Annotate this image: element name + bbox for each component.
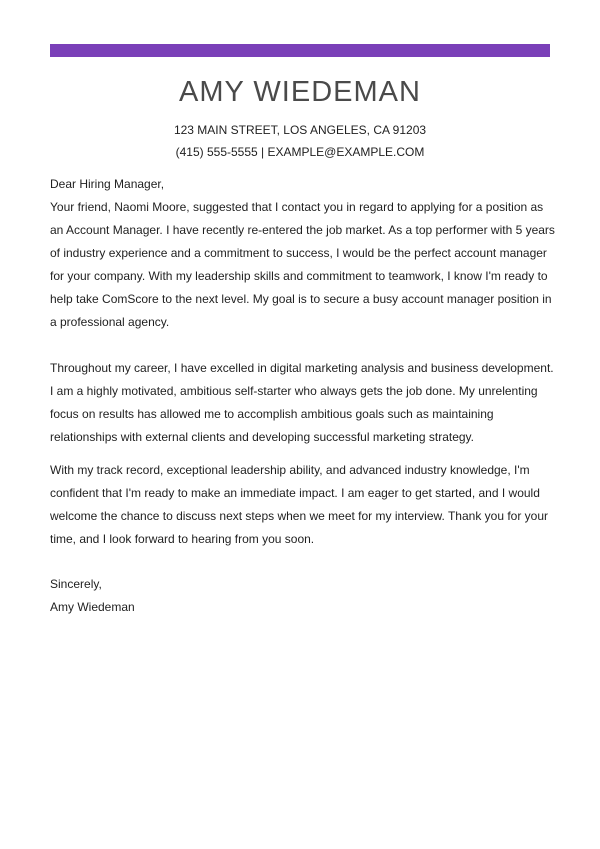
applicant-name: AMY WIEDEMAN [179,76,421,108]
address-line: 123 MAIN STREET, LOS ANGELES, CA 91203 [173,123,427,137]
signature: Amy Wiedeman [50,600,135,614]
paragraph-3: With my track record, exceptional leadership ability, and advanced industry knowledge, I'm confident that I'm ready to make an immediate impact. I am eager to get started, and I would welcome the chance to discuss next steps when we meet for my interview. Thank you for your time, and I look forward to hearing from you soon. [50,463,549,546]
letter-body [50,173,555,619]
salutation: Dear Hiring Manager, [50,177,165,191]
paragraph-2: Throughout my career, I have excelled in digital marketing analysis and business development. I am a highly motivated, ambitious self-starter who always gets the job done. My unrelenting focus on results has allowed me to accomplish ambitious goals such as maintaining relationships with external clients and developing successful marketing strategy. [50,361,554,444]
accent-bar [50,44,550,57]
closing: Sincerely, [50,577,102,591]
phone-email-line: (415) 555-5555 | EXAMPLE@EXAMPLE.COM [175,145,425,159]
paragraph-1: Your friend, Naomi Moore, suggested that I contact you in regard to applying for a position as an Account Manager. I have recently re-entered the job market. As a top performer with 5 years of industry experience and a commitment to success, I would be the perfect account manager for your company. With my leadership skills and commitment to teamwork, I know I'm ready to help take ComScore to the next level. My goal is to secure a busy account manager position in a professional agency. [50,200,555,329]
